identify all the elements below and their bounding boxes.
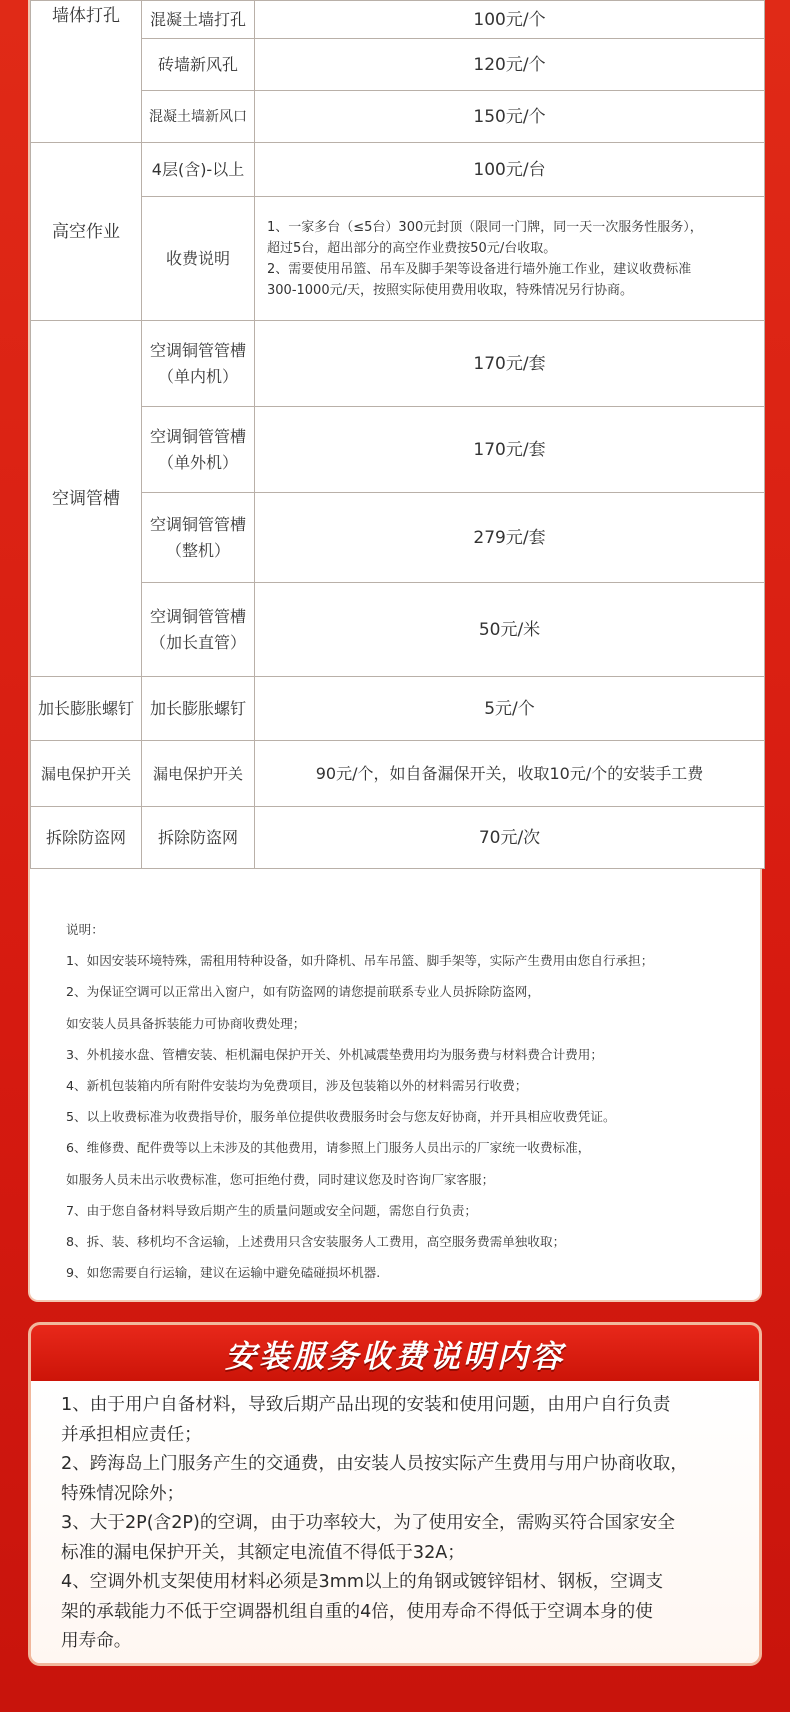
item-cell bbox=[142, 321, 255, 407]
item-cell: 砖墙新风孔 bbox=[142, 39, 255, 91]
price-cell: 279元/套 bbox=[255, 493, 765, 583]
item-line: 空调铜管管槽 bbox=[149, 606, 246, 626]
table-row bbox=[31, 91, 765, 143]
fee-note-line: 1、一家多台（≤5台）300元封顶（限同一门牌，同一天一次服务性服务）， bbox=[267, 219, 703, 235]
service-banner bbox=[31, 1325, 759, 1381]
table-row bbox=[31, 493, 765, 583]
item-line: （单内机） bbox=[157, 366, 238, 386]
service-card bbox=[28, 1322, 762, 1666]
table-row bbox=[31, 143, 765, 197]
notes-line: 如服务人员未出示收费标准，您可拒绝付费，同时建议您及时咨询厂家客服； bbox=[66, 1171, 495, 1187]
price-cell: 100元/台 bbox=[255, 143, 765, 197]
item-line: （加长直管） bbox=[149, 632, 246, 652]
service-title: 安装服务收费说明内容 bbox=[225, 1338, 565, 1375]
table-row bbox=[31, 321, 765, 407]
table-row bbox=[31, 39, 765, 91]
table-row bbox=[31, 677, 765, 741]
item-cell: 混凝土墙打孔 bbox=[142, 1, 255, 39]
price-cell: 170元/套 bbox=[255, 407, 765, 493]
item-cell bbox=[142, 583, 255, 677]
notes-line: 如安装人员具备拆装能力可协商收费处理； bbox=[66, 1015, 306, 1031]
table-row bbox=[31, 583, 765, 677]
price-cell: 100元/个 bbox=[255, 1, 765, 39]
notes-line: 4、新机包装箱内所有附件安装均为免费项目，涉及包装箱以外的材料需另行收费； bbox=[66, 1078, 528, 1094]
service-body bbox=[31, 1381, 759, 1663]
service-line: 标准的漏电保护开关，其额定电流值不得低于32A； bbox=[61, 1542, 465, 1563]
category-cell: 加长膨胀螺钉 bbox=[31, 677, 142, 741]
item-cell bbox=[142, 493, 255, 583]
item-cell: 加长膨胀螺钉 bbox=[142, 677, 255, 741]
notes-line: 6、维修费、配件费等以上未涉及的其他费用，请参照上门服务人员出示的厂家统一收费标准， bbox=[66, 1140, 591, 1156]
notes-heading: 说明： bbox=[66, 922, 104, 937]
item-line: 空调铜管管槽 bbox=[149, 514, 246, 534]
table-row bbox=[31, 1, 765, 39]
item-line: （单外机） bbox=[157, 452, 238, 472]
fee-note-line: 超过5台，超出部分的高空作业费按50元/台收取。 bbox=[267, 240, 557, 256]
service-line: 1、由于用户自备材料，导致后期产品出现的安装和使用问题，由用户自行负责 bbox=[61, 1395, 671, 1415]
price-cell: 120元/个 bbox=[255, 39, 765, 91]
price-cell: 70元/次 bbox=[255, 807, 765, 869]
notes-line: 3、外机接水盘、管槽安装、柜机漏电保护开关、外机减震垫费用均为服务费与材料费合计费用； bbox=[66, 1046, 603, 1062]
notes-line: 2、为保证空调可以正常出入窗户，如有防盗网的请您提前联系专业人员拆除防盗网， bbox=[66, 984, 540, 1000]
bottom-stripe bbox=[0, 1688, 790, 1712]
service-line: 并承担相应责任； bbox=[61, 1424, 202, 1445]
fee-note-cell bbox=[255, 197, 765, 321]
service-line: 架的承载能力不低于空调器机组自重的4倍，使用寿命不得低于空调本身的使 bbox=[61, 1601, 653, 1622]
item-cell bbox=[142, 407, 255, 493]
category-cell: 拆除防盗网 bbox=[31, 807, 142, 869]
item-cell: 混凝土墙新风口 bbox=[142, 91, 255, 143]
table-row bbox=[31, 197, 765, 321]
service-line: 3、大于2P(含2P)的空调，由于功率较大，为了使用安全，需购买符合国家安全 bbox=[61, 1513, 675, 1533]
item-cell: 收费说明 bbox=[142, 197, 255, 321]
price-cell: 5元/个 bbox=[255, 677, 765, 741]
fee-card bbox=[28, 0, 762, 1302]
item-cell: 4层(含)-以上 bbox=[142, 143, 255, 197]
price-cell: 170元/套 bbox=[255, 321, 765, 407]
fee-note-line: 2、需要使用吊篮、吊车及脚手架等设备进行墙外施工作业，建议收费标准 bbox=[267, 261, 692, 277]
notes-line: 7、由于您自备材料导致后期产生的质量问题或安全问题，需您自行负责； bbox=[66, 1202, 478, 1218]
fee-table bbox=[30, 0, 765, 869]
service-line: 特殊情况除外； bbox=[61, 1483, 185, 1504]
table-row bbox=[31, 741, 765, 807]
table-row bbox=[31, 807, 765, 869]
category-cell: 墙体打孔 bbox=[31, 1, 142, 143]
category-cell: 空调管槽 bbox=[31, 321, 142, 677]
category-cell: 高空作业 bbox=[31, 143, 142, 321]
price-cell: 50元/米 bbox=[255, 583, 765, 677]
notes-line: 1、如因安装环境特殊，需租用特种设备，如升降机、吊车吊篮、脚手架等，实际产生费用由您自行承担； bbox=[66, 953, 654, 969]
notes-line: 9、如您需要自行运输，建议在运输中避免磕碰损坏机器. bbox=[66, 1265, 381, 1281]
fee-note-line: 300-1000元/天，按照实际使用费用收取，特殊情况另行协商。 bbox=[267, 282, 633, 298]
price-cell: 90元/个，如自备漏保开关，收取10元/个的安装手工费 bbox=[255, 741, 765, 807]
item-line: 空调铜管管槽 bbox=[149, 340, 246, 360]
item-line: 空调铜管管槽 bbox=[149, 426, 246, 446]
service-line: 用寿命。 bbox=[61, 1631, 132, 1651]
table-row bbox=[31, 407, 765, 493]
notes-line: 5、以上收费标准为收费指导价，服务单位提供收费服务时会与您友好协商，并开具相应收费凭证。 bbox=[66, 1109, 616, 1125]
item-line: （整机） bbox=[165, 540, 230, 560]
notes-section bbox=[30, 890, 760, 1300]
service-line: 2、跨海岛上门服务产生的交通费，由安装人员按实际产生费用与用户协商收取， bbox=[61, 1454, 688, 1474]
item-cell: 漏电保护开关 bbox=[142, 741, 255, 807]
service-line: 4、空调外机支架使用材料必须是3mm以上的角钢或镀锌铝材、钢板，空调支 bbox=[61, 1572, 664, 1592]
price-cell: 150元/个 bbox=[255, 91, 765, 143]
notes-line: 8、拆、装、移机均不含运输，上述费用只含安装服务人工费用，高空服务费需单独收取； bbox=[66, 1234, 566, 1250]
category-cell: 漏电保护开关 bbox=[31, 741, 142, 807]
item-cell: 拆除防盗网 bbox=[142, 807, 255, 869]
